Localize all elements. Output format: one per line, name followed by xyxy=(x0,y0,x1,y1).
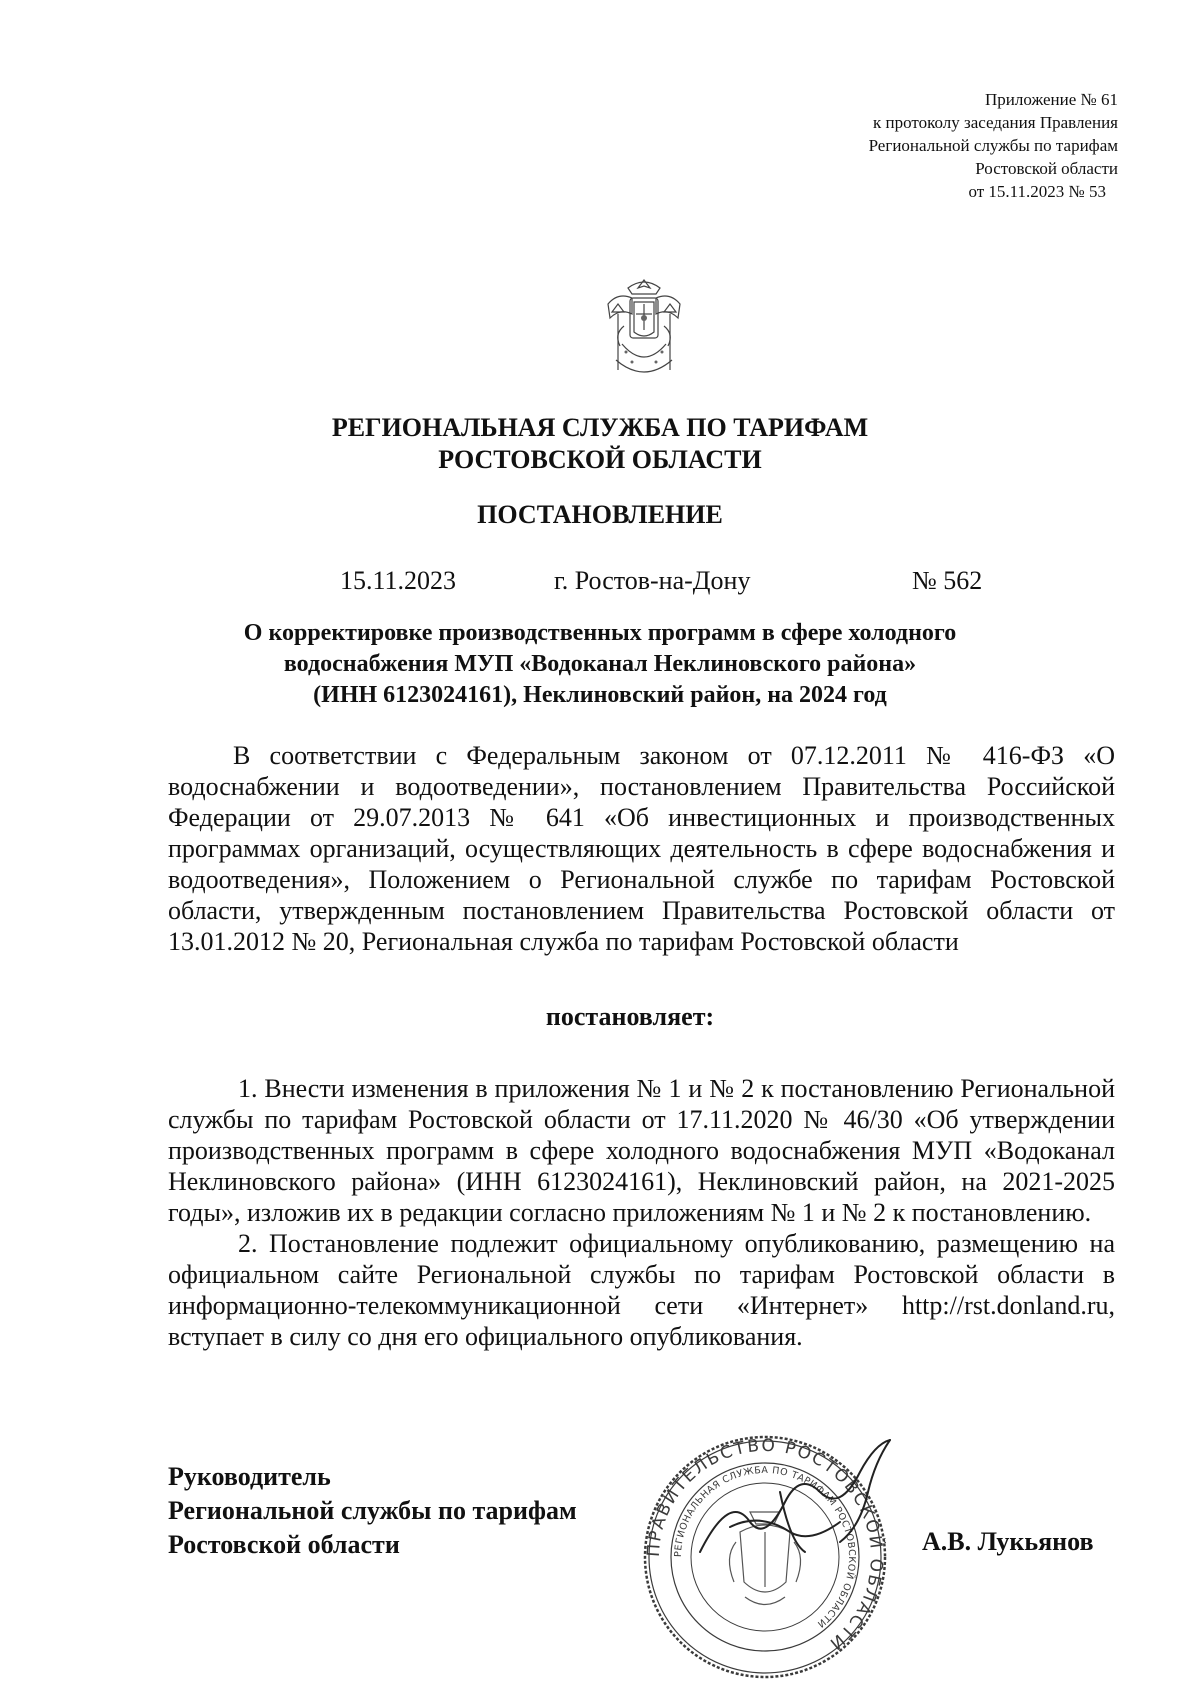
appendix-line-5: от 15.11.2023 № 53 xyxy=(968,182,1106,201)
decree-item-1: 1. Внести изменения в приложения № 1 и № 2 к постановлению Региональной службы по тарифам Ростовской области от 17.11.2020 № 46/30 «Об утверждении производственных программ в сфере холодного водоснабжения МУП «Водоканал Неклиновского района» (ИНН 6123024161), Неклиновский район, на 2021-2025 годы», изложив их в редакции согласно приложениям № 1 и № 2 к постановлению. xyxy=(168,1074,1115,1227)
position-line-2: Региональной службы по тарифам xyxy=(168,1496,577,1525)
decree-items xyxy=(168,1073,1115,1352)
decree-city: г. Ростов-на-Дону xyxy=(554,566,751,595)
signatory-position xyxy=(168,1460,577,1562)
subject-line-2: водоснабжения МУП «Водоканал Неклиновского района» xyxy=(283,651,917,677)
subject-line-3: (ИНН 6123024161), Неклиновский район, на 2024 год xyxy=(313,682,887,708)
subject-line-1: О корректировке производственных программ в сфере холодного xyxy=(243,620,957,646)
seal-outer-text: ПРАВИТЕЛЬСТВО РОСТОВСКОЙ ОБЛАСТИ xyxy=(643,1435,887,1655)
position-line-3: Ростовской области xyxy=(168,1530,400,1559)
appendix-note xyxy=(698,88,1118,203)
resolves-heading: постановляет: xyxy=(545,1002,715,1031)
preamble-paragraph: В соответствии с Федеральным законом от 07.12.2011 № 416-ФЗ «О водоснабжении и водоотведении», постановлением Правительства Российской Федерации от 29.07.2013 № 641 «Об инвестиционных и производственных программах организаций, осуществляющих деятельность в сфере водоснабжения и водоотведения», Положением о Региональной службе по тарифам Ростовской области, утвержденным постановлением Правительства Ростовской области от 13.01.2012 № 20, Региональная служба по тарифам Ростовской области xyxy=(168,741,1115,956)
handwritten-signature xyxy=(690,1432,910,1582)
organization-line-2: РОСТОВСКОЙ ОБЛАСТИ xyxy=(438,445,762,474)
appendix-line-4: Ростовской области xyxy=(975,159,1118,178)
position-line-1: Руководитель xyxy=(168,1462,331,1491)
organization-line-1: РЕГИОНАЛЬНАЯ СЛУЖБА ПО ТАРИФАМ xyxy=(331,413,869,442)
appendix-line-1: Приложение № 61 xyxy=(985,90,1118,109)
decree-number: № 562 xyxy=(912,566,983,595)
coat-of-arms-icon xyxy=(598,274,690,384)
preamble xyxy=(168,740,1115,957)
appendix-line-2: к протоколу заседания Правления xyxy=(873,113,1118,132)
signatory-name: А.В. Лукьянов xyxy=(922,1527,1094,1556)
decree-date: 15.11.2023 xyxy=(340,566,457,595)
decree-item-2: 2. Постановление подлежит официальному опубликованию, размещению на официальном сайте Региональной службы по тарифам Ростовской области в информационно-телекоммуникационной сети «Интернет» http://rst.donland.ru, вступает в силу со дня его официального опубликования. xyxy=(168,1229,1115,1351)
decree-subject xyxy=(150,618,1050,711)
seal-inner-text: РЕГИОНАЛЬНАЯ СЛУЖБА ПО ТАРИФАМ РОСТОВСКОЙ ОБЛАСТИ xyxy=(672,1464,858,1630)
organization-name xyxy=(0,412,1200,476)
document-type: ПОСТАНОВЛЕНИЕ xyxy=(477,500,723,529)
appendix-line-3: Региональной службы по тарифам xyxy=(868,136,1118,155)
